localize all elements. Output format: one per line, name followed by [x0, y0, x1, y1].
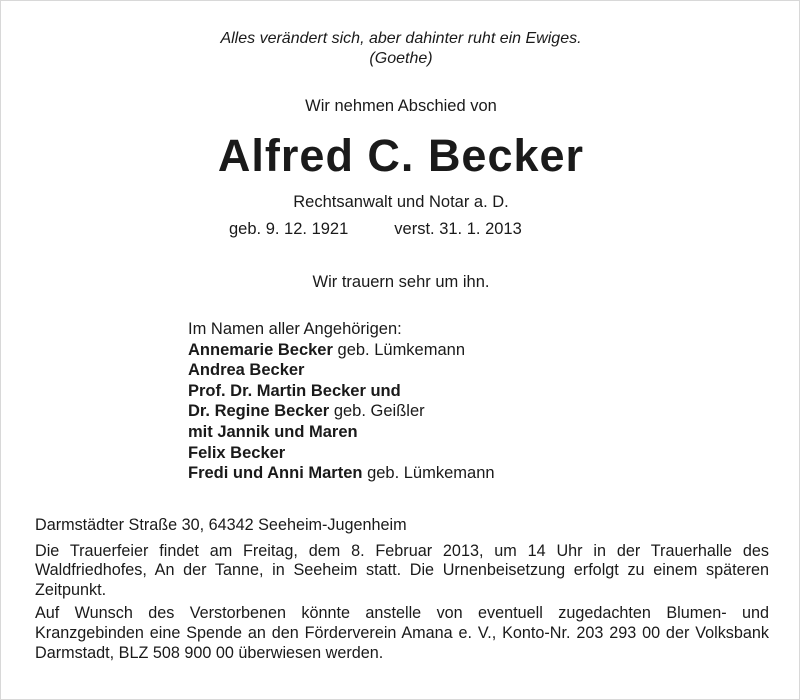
- relative-entry: [188, 463, 495, 484]
- relatives-heading: Im Namen aller Angehörigen:: [188, 320, 402, 338]
- intro-line: Wir nehmen Abschied von: [305, 97, 497, 115]
- relative-note: geb. Geißler: [333, 402, 425, 421]
- quote-author: (Goethe): [369, 50, 433, 67]
- deceased-title: Rechtsanwalt und Notar a. D.: [293, 193, 509, 211]
- mourning-line: Wir trauern sehr um ihn.: [312, 273, 490, 291]
- relative-name: Andrea Becker: [188, 361, 305, 380]
- ceremony-paragraph: Die Trauerfeier findet am Freitag, dem 8. Februar 2013, um 14 Uhr in der Trauerhalle des Waldfriedhofes, An der Tanne, in Seeheim statt. Die Urnenbeisetzung erfolgt zu einem späteren Zeitpunkt.: [35, 541, 769, 599]
- relative-entry: [188, 381, 495, 402]
- birth-date: geb. 9. 12. 1921: [229, 220, 349, 238]
- quote-text: Alles verändert sich, aber dahinter ruht ein Ewiges.: [220, 30, 582, 47]
- relatives-list: [188, 319, 495, 484]
- relative-entry: [188, 401, 495, 422]
- relative-name: Dr. Regine Becker: [188, 402, 330, 421]
- relative-name: Prof. Dr. Martin Becker und: [188, 381, 401, 400]
- donation-paragraph: Auf Wunsch des Verstorbenen könnte anstelle von eventuell zugedachten Blumen- und Kranzgebinden eine Spende an den Förderverein Amana e. V., Konto-Nr. 203 293 00 der Volksbank Darmstadt, BLZ 508 900 00 überwiesen werden.: [35, 604, 769, 662]
- relative-entry: [188, 422, 495, 443]
- relative-name: Annemarie Becker: [188, 340, 333, 359]
- relative-note: geb. Lümkemann: [367, 464, 495, 483]
- quote-block: [1, 29, 800, 69]
- death-date: verst. 31. 1. 2013: [394, 220, 522, 238]
- relative-name: Felix Becker: [188, 443, 286, 462]
- relative-entry: [188, 340, 495, 361]
- relative-note: geb. Lümkemann: [337, 340, 466, 359]
- relative-name: mit Jannik und Maren: [188, 422, 358, 441]
- relative-name: Fredi und Anni Marten: [188, 464, 363, 483]
- relative-entry: [188, 443, 495, 464]
- deceased-name: Alfred C. Becker: [217, 130, 585, 181]
- life-dates: [229, 220, 522, 239]
- relative-entry: [188, 360, 495, 381]
- footer-block: [35, 516, 769, 663]
- address-line: Darmstädter Straße 30, 64342 Seeheim-Jugenheim: [35, 516, 407, 534]
